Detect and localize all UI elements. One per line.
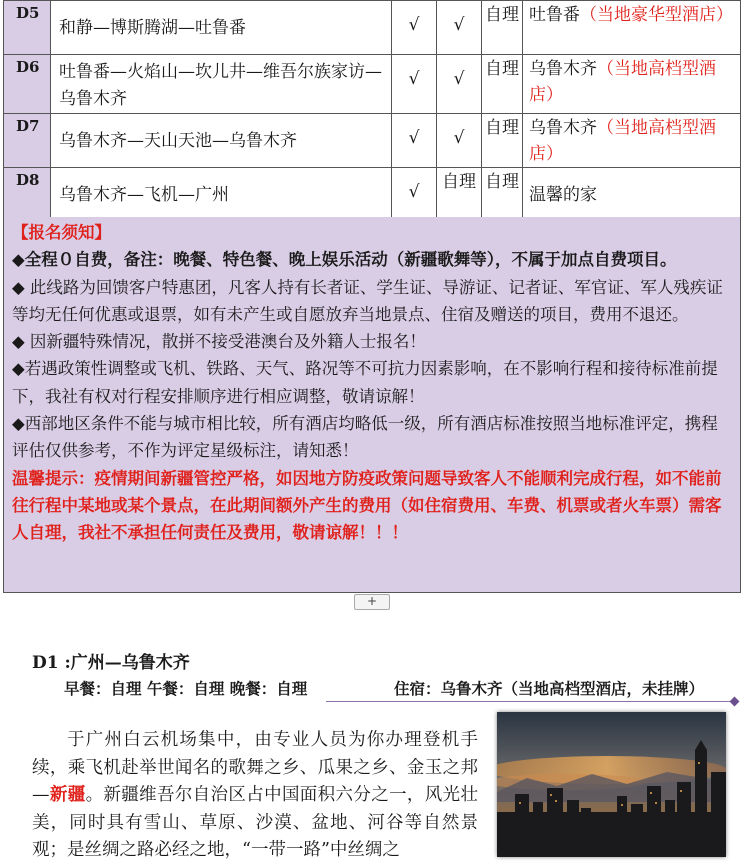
breakfast-cell: √ xyxy=(392,1,437,55)
breakfast-cell: √ xyxy=(392,114,437,168)
day1-highlight: 新疆 xyxy=(49,785,86,805)
breakfast-cell: √ xyxy=(392,55,437,114)
table-row xyxy=(4,55,741,114)
day-cell: D6 xyxy=(4,55,51,114)
hotel-cell xyxy=(523,1,741,55)
dinner-cell: 自理 xyxy=(482,168,523,221)
hotel-level: （当地高档型酒店） xyxy=(529,59,716,105)
hotel-level: （当地豪华型酒店） xyxy=(580,5,733,25)
divider-line xyxy=(326,701,736,702)
day1-accommodation: 住宿：乌鲁木齐（当地高档型酒店，未挂牌） xyxy=(394,679,705,698)
breakfast-cell: √ xyxy=(392,168,437,221)
hotel-city: 吐鲁番 xyxy=(529,5,580,25)
lunch-cell: √ xyxy=(437,114,482,168)
hotel-cell xyxy=(523,114,741,168)
hotel-cell xyxy=(523,168,741,221)
table-row xyxy=(4,1,741,55)
route-cell: 乌鲁木齐—天山天池—乌鲁木齐 xyxy=(51,114,392,168)
day1-text: 。新疆维吾尔自治区占中国面积六分之一，风光壮美，同时具有雪山、草原、沙漠、盆地、河谷等自然景观；是丝绸之路必经之地，“一带一路”中丝绸之 xyxy=(32,785,478,860)
itinerary-table xyxy=(3,0,741,221)
hotel-level: （当地高档型酒店） xyxy=(529,118,716,164)
table-row xyxy=(4,114,741,168)
registration-notice xyxy=(3,217,741,593)
hotel-city: 乌鲁木齐 xyxy=(529,59,597,79)
day-cell: D8 xyxy=(4,168,51,221)
route-cell: 和静—博斯腾湖—吐鲁番 xyxy=(51,1,392,55)
table-row xyxy=(4,168,741,221)
day-cell: D7 xyxy=(4,114,51,168)
day1-meals: 早餐：自理 午餐：自理 晚餐：自理 xyxy=(64,679,308,698)
route-cell: 乌鲁木齐—飞机—广州 xyxy=(51,168,392,221)
day1-title: D1 :广州—乌鲁木齐 xyxy=(32,653,190,673)
notice-item: ◆若遇政策性调整或飞机、铁路、天气、路况等不可抗力因素影响，在不影响行程和接待标准前提下，我社有权对行程安排顺序进行相应调整，敬请谅解！ xyxy=(12,359,718,406)
lunch-cell: √ xyxy=(437,1,482,55)
notice-item: ◆西部地区条件不能与城市相比较，所有酒店均略低一级，所有酒店标准按照当地标准评定，携程评估仅供参考，不作为评定星级标注，请知悉！ xyxy=(12,414,718,461)
dinner-cell: 自理 xyxy=(482,114,523,168)
expand-button[interactable]: + xyxy=(354,594,390,610)
day-cell: D5 xyxy=(4,1,51,55)
dinner-cell: 自理 xyxy=(482,1,523,55)
hotel-city: 乌鲁木齐 xyxy=(529,118,597,138)
lunch-cell: √ xyxy=(437,55,482,114)
day1-text: 于广州白云机场集中，由专业人员为你办理登机手续，乘飞机赴举世闻名的歌舞之乡、瓜果之乡、金玉之邦— xyxy=(32,730,478,805)
hotel-cell xyxy=(523,55,741,114)
notice-heading: 【报名须知】 xyxy=(12,223,111,242)
day1-description xyxy=(32,727,478,865)
notice-item: ◆ 因新疆特殊情况，散拼不接受港澳台及外籍人士报名！ xyxy=(12,332,426,352)
dinner-cell: 自理 xyxy=(482,55,523,114)
route-cell: 吐鲁番—火焰山—坎儿井—维吾尔族家访—乌鲁木齐 xyxy=(51,55,392,114)
city-skyline-photo xyxy=(497,712,726,857)
hotel-city: 温馨的家 xyxy=(529,185,597,205)
notice-warning: 温馨提示：疫情期间新疆管控严格，如因地方防疫政策问题导致客人不能顺利完成行程，如不能前往行程中某地或某个景点，在此期间额外产生的费用（如住宿费用、车费、机票或者火车票）需客人自理，我社不承担任何责任及费用，敬请谅解！！！ xyxy=(12,468,722,543)
notice-item: ◆ 此线路为回馈客户特惠团，凡客人持有长者证、学生证、导游证、记者证、军官证、军人残疾证等均无任何优惠或退票，如有未产生或自愿放弃当地景点、住宿及赠送的项目，费用不退还。 xyxy=(12,277,723,324)
lunch-cell: 自理 xyxy=(437,168,482,221)
notice-item: ◆全程０自费，备注：晚餐、特色餐、晚上娱乐活动（新疆歌舞等），不属于加点自费项目。 xyxy=(12,250,677,270)
